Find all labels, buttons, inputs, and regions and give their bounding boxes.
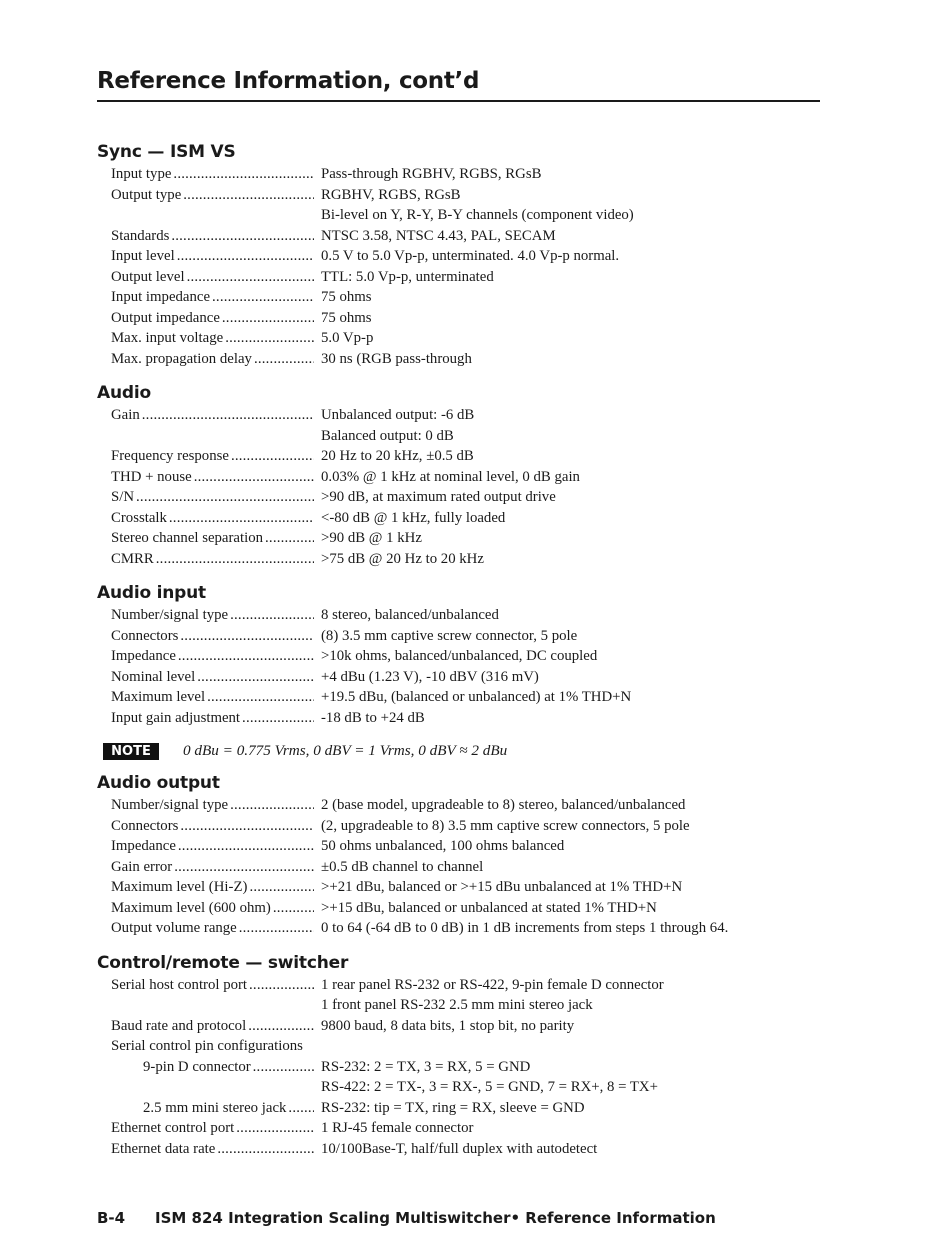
spec-value: RS-232: tip = TX, ring = RX, sleeve = GND bbox=[321, 1099, 585, 1116]
section-heading: Audio output bbox=[97, 773, 220, 793]
spec-label: Gain error bbox=[111, 858, 173, 875]
section-audio-input bbox=[97, 582, 857, 728]
spec-label: Output volume range bbox=[111, 920, 237, 936]
spec-value: +19.5 dBu, (balanced or unbalanced) at 1% THD+N bbox=[321, 689, 632, 705]
spec-row bbox=[97, 1139, 857, 1160]
spec-row bbox=[97, 687, 857, 708]
note-text: 0 dBu = 0.775 Vrms, 0 dBV = 1 Vrms, 0 dBV ≈ 2 dBu bbox=[183, 742, 508, 759]
spec-value: >75 dB @ 20 Hz to 20 kHz bbox=[321, 550, 484, 567]
spec-label: Connectors bbox=[111, 627, 179, 644]
spec-value: Pass-through RGBHV, RGBS, RGsB bbox=[321, 166, 542, 182]
spec-value: 8 stereo, balanced/unbalanced bbox=[321, 607, 499, 623]
spec-label: Baud rate and protocol bbox=[111, 1017, 247, 1034]
spec-label: Serial host control port bbox=[111, 976, 248, 993]
spec-label: Maximum level (Hi-Z) bbox=[111, 879, 248, 895]
spec-row bbox=[97, 1036, 857, 1057]
spec-label: Ethernet data rate bbox=[111, 1140, 216, 1157]
spec-value: (2, upgradeable to 8) 3.5 mm captive screw connectors, 5 pole bbox=[321, 817, 690, 834]
spec-label: Output type bbox=[111, 186, 182, 203]
spec-row bbox=[97, 287, 857, 308]
spec-value: +4 dBu (1.23 V), -10 dBV (316 mV) bbox=[321, 668, 539, 685]
spec-row bbox=[97, 667, 857, 688]
spec-value: -18 dB to +24 dB bbox=[321, 709, 425, 726]
spec-row bbox=[97, 857, 857, 878]
spec-row bbox=[97, 528, 857, 549]
section-heading: Audio bbox=[97, 383, 151, 403]
spec-value: >+15 dBu, balanced or unbalanced at stated 1% THD+N bbox=[321, 899, 657, 916]
spec-value: 30 ns (RGB pass-through bbox=[321, 350, 472, 367]
spec-row bbox=[97, 267, 857, 288]
section-heading: Audio input bbox=[97, 583, 206, 603]
spec-value: RS-422: 2 = TX-, 3 = RX-, 5 = GND, 7 = RX+, 8 = TX+ bbox=[321, 1079, 658, 1095]
spec-value: 1 RJ-45 female connector bbox=[321, 1120, 474, 1136]
spec-value: >10k ohms, balanced/unbalanced, DC coupled bbox=[321, 648, 598, 664]
spec-row bbox=[97, 1057, 857, 1098]
spec-label: Frequency response bbox=[111, 448, 229, 464]
section-heading: Control/remote — switcher bbox=[97, 952, 349, 973]
spec-row bbox=[97, 877, 857, 898]
spec-row bbox=[97, 328, 857, 349]
spec-label: Ethernet control port bbox=[111, 1120, 235, 1136]
spec-row bbox=[97, 487, 857, 508]
spec-row bbox=[97, 164, 857, 185]
spec-row bbox=[97, 646, 857, 667]
spec-label: Stereo channel separation bbox=[111, 530, 264, 546]
note-callout bbox=[97, 738, 857, 764]
spec-label: Impedance bbox=[111, 648, 176, 664]
spec-value: Bi-level on Y, R-Y, B-Y channels (component video) bbox=[321, 207, 634, 223]
spec-row bbox=[97, 185, 857, 226]
section-heading: Sync — ISM VS bbox=[97, 142, 236, 162]
spec-label: Number/signal type bbox=[111, 797, 229, 813]
spec-row bbox=[97, 816, 857, 837]
page-footer bbox=[97, 1209, 716, 1227]
spec-label: Maximum level bbox=[111, 689, 206, 705]
section-audio-output bbox=[97, 772, 857, 939]
spec-value: >+21 dBu, balanced or >+15 dBu unbalanced at 1% THD+N bbox=[321, 879, 683, 895]
spec-value: 10/100Base-T, half/full duplex with autodetect bbox=[321, 1140, 598, 1157]
spec-label: CMRR bbox=[111, 550, 154, 567]
spec-value: <-80 dB @ 1 kHz, fully loaded bbox=[321, 509, 506, 526]
spec-row bbox=[97, 626, 857, 647]
spec-value: RS-232: 2 = TX, 3 = RX, 5 = GND bbox=[321, 1058, 531, 1075]
spec-value: Unbalanced output: -6 dB bbox=[321, 407, 475, 423]
spec-label: Input impedance bbox=[111, 289, 211, 305]
spec-row bbox=[97, 975, 857, 1016]
spec-row bbox=[97, 467, 857, 488]
note-badge: NOTE bbox=[103, 743, 159, 760]
spec-value: 9800 baud, 8 data bits, 1 stop bit, no parity bbox=[321, 1017, 575, 1034]
spec-row bbox=[97, 795, 857, 816]
page-title: Reference Information, cont’d bbox=[97, 68, 480, 94]
spec-label: Impedance bbox=[111, 838, 176, 854]
footer-title: ISM 824 Integration Scaling Multiswitcher• Reference Information bbox=[155, 1209, 716, 1227]
spec-value: >90 dB, at maximum rated output drive bbox=[321, 489, 556, 505]
spec-value: 2 (base model, upgradeable to 8) stereo, balanced/unbalanced bbox=[321, 797, 686, 813]
spec-value: 50 ohms unbalanced, 100 ohms balanced bbox=[321, 838, 565, 854]
spec-row bbox=[97, 1118, 857, 1139]
spec-value: 1 rear panel RS-232 or RS-422, 9-pin female D connector bbox=[321, 976, 664, 993]
spec-label: 9-pin D connector bbox=[143, 1058, 251, 1075]
spec-row bbox=[97, 605, 857, 626]
spec-label: Max. input voltage bbox=[111, 330, 224, 346]
spec-label: Max. propagation delay bbox=[111, 350, 252, 367]
spec-row bbox=[97, 308, 857, 329]
spec-label: Gain bbox=[111, 407, 140, 423]
spec-content bbox=[97, 141, 857, 1159]
spec-row bbox=[97, 349, 857, 370]
spec-row bbox=[97, 549, 857, 570]
spec-label: Output level bbox=[111, 268, 185, 285]
spec-value: 1 front panel RS-232 2.5 mm mini stereo jack bbox=[321, 997, 593, 1013]
spec-value: 0.5 V to 5.0 Vp-p, unterminated. 4.0 Vp-p normal. bbox=[321, 248, 620, 264]
spec-row bbox=[97, 918, 857, 939]
spec-label: Input gain adjustment bbox=[111, 709, 241, 726]
page-number: B-4 bbox=[97, 1209, 126, 1227]
spec-value: Balanced output: 0 dB bbox=[321, 427, 454, 444]
spec-label: Serial control pin configurations bbox=[111, 1038, 303, 1054]
spec-row bbox=[97, 226, 857, 247]
spec-value: 75 ohms bbox=[321, 309, 372, 326]
spec-value: NTSC 3.58, NTSC 4.43, PAL, SECAM bbox=[321, 227, 556, 244]
spec-value: 75 ohms bbox=[321, 289, 372, 305]
section-audio bbox=[97, 382, 857, 569]
spec-value: (8) 3.5 mm captive screw connector, 5 pole bbox=[321, 627, 578, 644]
spec-row bbox=[97, 836, 857, 857]
title-rule bbox=[97, 100, 820, 102]
spec-row bbox=[97, 446, 857, 467]
spec-label: Input level bbox=[111, 248, 175, 264]
spec-label: Connectors bbox=[111, 817, 179, 834]
spec-label: Crosstalk bbox=[111, 509, 167, 526]
spec-label: Standards bbox=[111, 227, 170, 244]
spec-row bbox=[97, 246, 857, 267]
spec-label: Maximum level (600 ohm) bbox=[111, 899, 271, 916]
spec-value: RGBHV, RGBS, RGsB bbox=[321, 186, 461, 203]
spec-row bbox=[97, 508, 857, 529]
section-sync bbox=[97, 141, 857, 369]
spec-value: 5.0 Vp-p bbox=[321, 330, 374, 346]
spec-row bbox=[97, 405, 857, 446]
spec-label: Output impedance bbox=[111, 309, 220, 326]
spec-value: 20 Hz to 20 kHz, ±0.5 dB bbox=[321, 448, 474, 464]
spec-row bbox=[97, 1098, 857, 1119]
spec-label: THD + nouse bbox=[111, 468, 192, 485]
spec-row bbox=[97, 898, 857, 919]
spec-value: 0.03% @ 1 kHz at nominal level, 0 dB gain bbox=[321, 468, 580, 485]
spec-row bbox=[97, 708, 857, 729]
spec-value: ±0.5 dB channel to channel bbox=[321, 858, 484, 875]
spec-label: Input type bbox=[111, 166, 172, 182]
spec-label: 2.5 mm mini stereo jack bbox=[143, 1099, 287, 1116]
spec-row bbox=[97, 1016, 857, 1037]
spec-label: S/N bbox=[111, 489, 135, 505]
spec-value: TTL: 5.0 Vp-p, unterminated bbox=[321, 268, 494, 285]
section-control-remote bbox=[97, 952, 857, 1160]
spec-label: Nominal level bbox=[111, 668, 196, 685]
spec-label: Number/signal type bbox=[111, 607, 229, 623]
spec-value: 0 to 64 (-64 dB to 0 dB) in 1 dB increments from steps 1 through 64. bbox=[321, 920, 729, 936]
spec-value: >90 dB @ 1 kHz bbox=[321, 530, 422, 546]
